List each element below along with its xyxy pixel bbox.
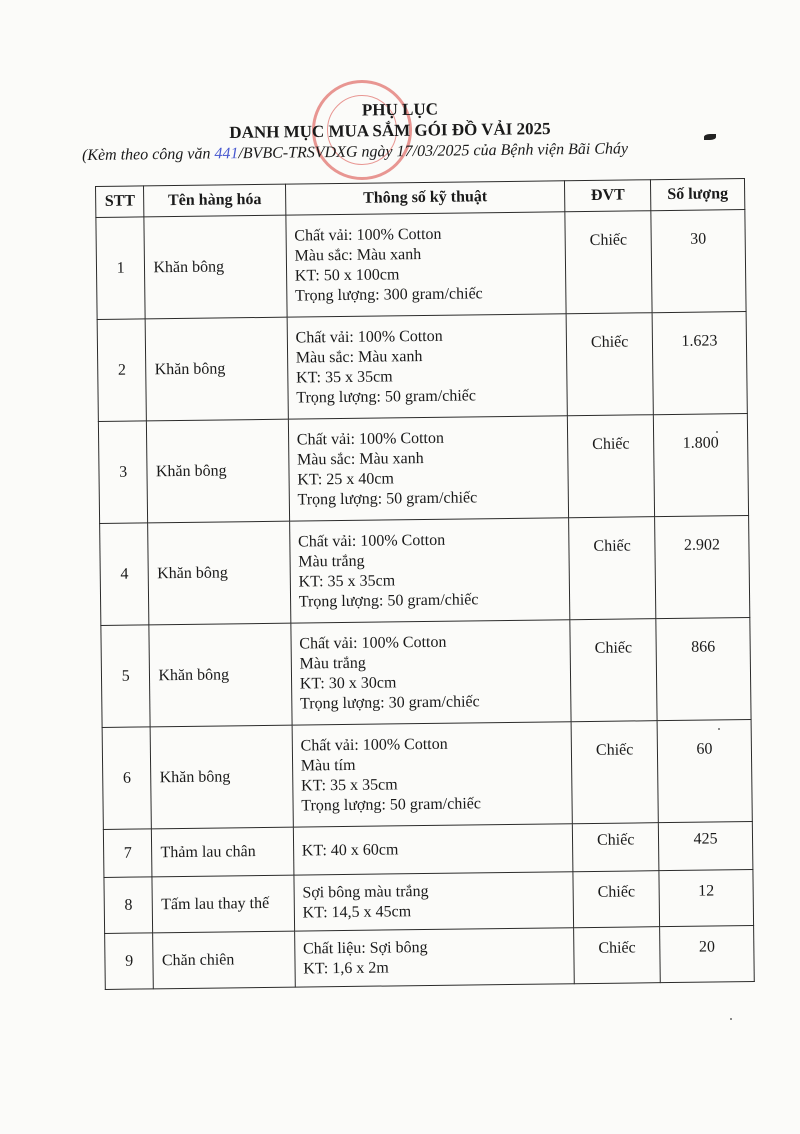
row-unit: Chiếc <box>574 927 660 984</box>
row-unit: Chiếc <box>571 721 658 824</box>
table-row <box>103 822 753 878</box>
row-stt: 1 <box>96 217 146 320</box>
row-item-name: Khăn bông <box>144 215 287 319</box>
row-unit: Chiếc <box>570 619 657 722</box>
table-row <box>104 870 754 934</box>
spec-line: Màu trắng <box>298 552 365 571</box>
row-quantity: 30 <box>651 210 746 313</box>
row-stt: 9 <box>105 933 154 990</box>
table-row <box>100 516 750 626</box>
row-item-name: Chăn chiên <box>153 931 295 989</box>
row-stt: 3 <box>98 421 148 524</box>
spec-line: KT: 35 x 35cm <box>295 367 393 387</box>
row-item-name: Khăn bông <box>147 419 290 523</box>
table-row <box>102 720 752 830</box>
row-unit: Chiếc <box>569 517 656 620</box>
spec-line: KT: 25 x 40cm <box>297 469 394 489</box>
row-stt: 4 <box>100 523 150 626</box>
row-stt: 5 <box>101 625 151 728</box>
row-item-name: Tấm lau thay thế <box>152 875 294 933</box>
spec-line: Màu tím <box>300 756 356 775</box>
spec-line: Chất vải: 100% Cotton <box>295 327 443 347</box>
header-quantity: Số lượng <box>651 179 745 211</box>
row-item-name: Khăn bông <box>149 623 292 727</box>
procurement-table-wrapper <box>95 178 755 990</box>
spec-line: KT: 1,6 x 2m <box>303 958 389 978</box>
row-item-name: Khăn bông <box>151 725 294 829</box>
spec-line: Trọng lượng: 300 gram/chiếc <box>294 284 483 305</box>
spec-line: Sợi bông màu trắng <box>302 882 429 902</box>
spec-line: KT: 30 x 30cm <box>299 673 397 693</box>
spec-line: KT: 35 x 35cm <box>298 571 396 591</box>
spec-line: KT: 40 x 60cm <box>301 840 399 860</box>
spec-line: Màu sắc: Màu xanh <box>295 347 423 367</box>
row-specs <box>289 518 570 623</box>
row-stt: 2 <box>97 319 147 422</box>
header-item-name: Tên hàng hóa <box>144 184 286 217</box>
row-unit: Chiếc <box>573 823 659 872</box>
spec-line: Trọng lượng: 50 gram/chiếc <box>296 386 477 407</box>
procurement-table <box>95 178 755 990</box>
row-specs <box>286 212 567 317</box>
header-unit: ĐVT <box>565 180 651 212</box>
row-stt: 8 <box>104 877 153 934</box>
row-item-name: Thảm lau chân <box>152 827 294 877</box>
row-item-name: Khăn bông <box>148 521 291 625</box>
row-unit: Chiếc <box>565 211 652 314</box>
spec-line: Trọng lượng: 50 gram/chiếc <box>297 488 478 509</box>
spec-line: Trọng lượng: 50 gram/chiếc <box>298 590 479 611</box>
speck <box>730 1018 732 1020</box>
spec-line: Màu trắng <box>299 654 366 673</box>
row-specs <box>294 872 574 931</box>
spec-line: Chất vải: 100% Cotton <box>300 735 448 755</box>
spec-line: Chất vải: 100% Cotton <box>299 633 447 653</box>
spec-line: KT: 50 x 100cm <box>294 265 400 285</box>
row-stt: 7 <box>103 829 152 878</box>
row-specs <box>294 928 574 987</box>
table-row <box>105 926 755 990</box>
table-row <box>98 414 748 524</box>
row-specs <box>287 314 568 419</box>
row-unit: Chiếc <box>573 871 659 928</box>
spec-line: Màu sắc: Màu xanh <box>296 449 424 469</box>
reference-number: 441 <box>214 145 239 163</box>
spec-line: Chất vải: 100% Cotton <box>294 225 442 245</box>
row-specs <box>288 416 569 521</box>
row-quantity: 20 <box>660 926 755 983</box>
reference-prefix: (Kèm theo công văn <box>81 145 215 165</box>
spec-line: Chất vải: 100% Cotton <box>297 531 446 551</box>
speck <box>716 431 718 433</box>
table-row <box>97 312 747 422</box>
spec-line: KT: 35 x 35cm <box>300 775 398 795</box>
row-quantity: 2.902 <box>655 516 750 619</box>
row-quantity: 12 <box>659 870 754 927</box>
row-quantity: 1.800 <box>653 414 748 517</box>
row-quantity: 1.623 <box>652 312 747 415</box>
spec-line: Chất liệu: Sợi bông <box>302 938 428 958</box>
speck <box>718 728 720 730</box>
row-quantity: 866 <box>656 618 751 721</box>
table-row <box>101 618 751 728</box>
row-item-name: Khăn bông <box>146 317 289 421</box>
document-subtitle: DANH MỤC MUA SẮM GÓI ĐỒ VẢI 2025 <box>229 119 551 142</box>
reference-suffix: /BVBC-TRSVDXG ngày 17/03/2025 của Bệnh viện Bãi Cháy <box>238 140 629 163</box>
row-stt: 6 <box>102 727 152 830</box>
spec-line: Trọng lượng: 50 gram/chiếc <box>301 794 482 815</box>
row-specs <box>291 620 572 725</box>
row-specs <box>292 722 573 827</box>
row-unit: Chiếc <box>568 415 655 518</box>
spec-line: Trọng lượng: 30 gram/chiếc <box>299 692 480 713</box>
table-row <box>96 210 746 320</box>
row-quantity: 425 <box>658 822 752 871</box>
header-specs: Thông số kỹ thuật <box>285 181 565 215</box>
row-unit: Chiếc <box>566 313 653 416</box>
spec-line: Màu sắc: Màu xanh <box>294 245 422 265</box>
row-quantity: 60 <box>657 720 752 823</box>
header-stt: STT <box>96 186 145 218</box>
spec-line: KT: 14,5 x 45cm <box>302 902 412 922</box>
row-specs <box>293 824 573 875</box>
appendix-title: PHỤ LỤC <box>361 99 439 120</box>
spec-line: Chất vải: 100% Cotton <box>296 429 445 449</box>
